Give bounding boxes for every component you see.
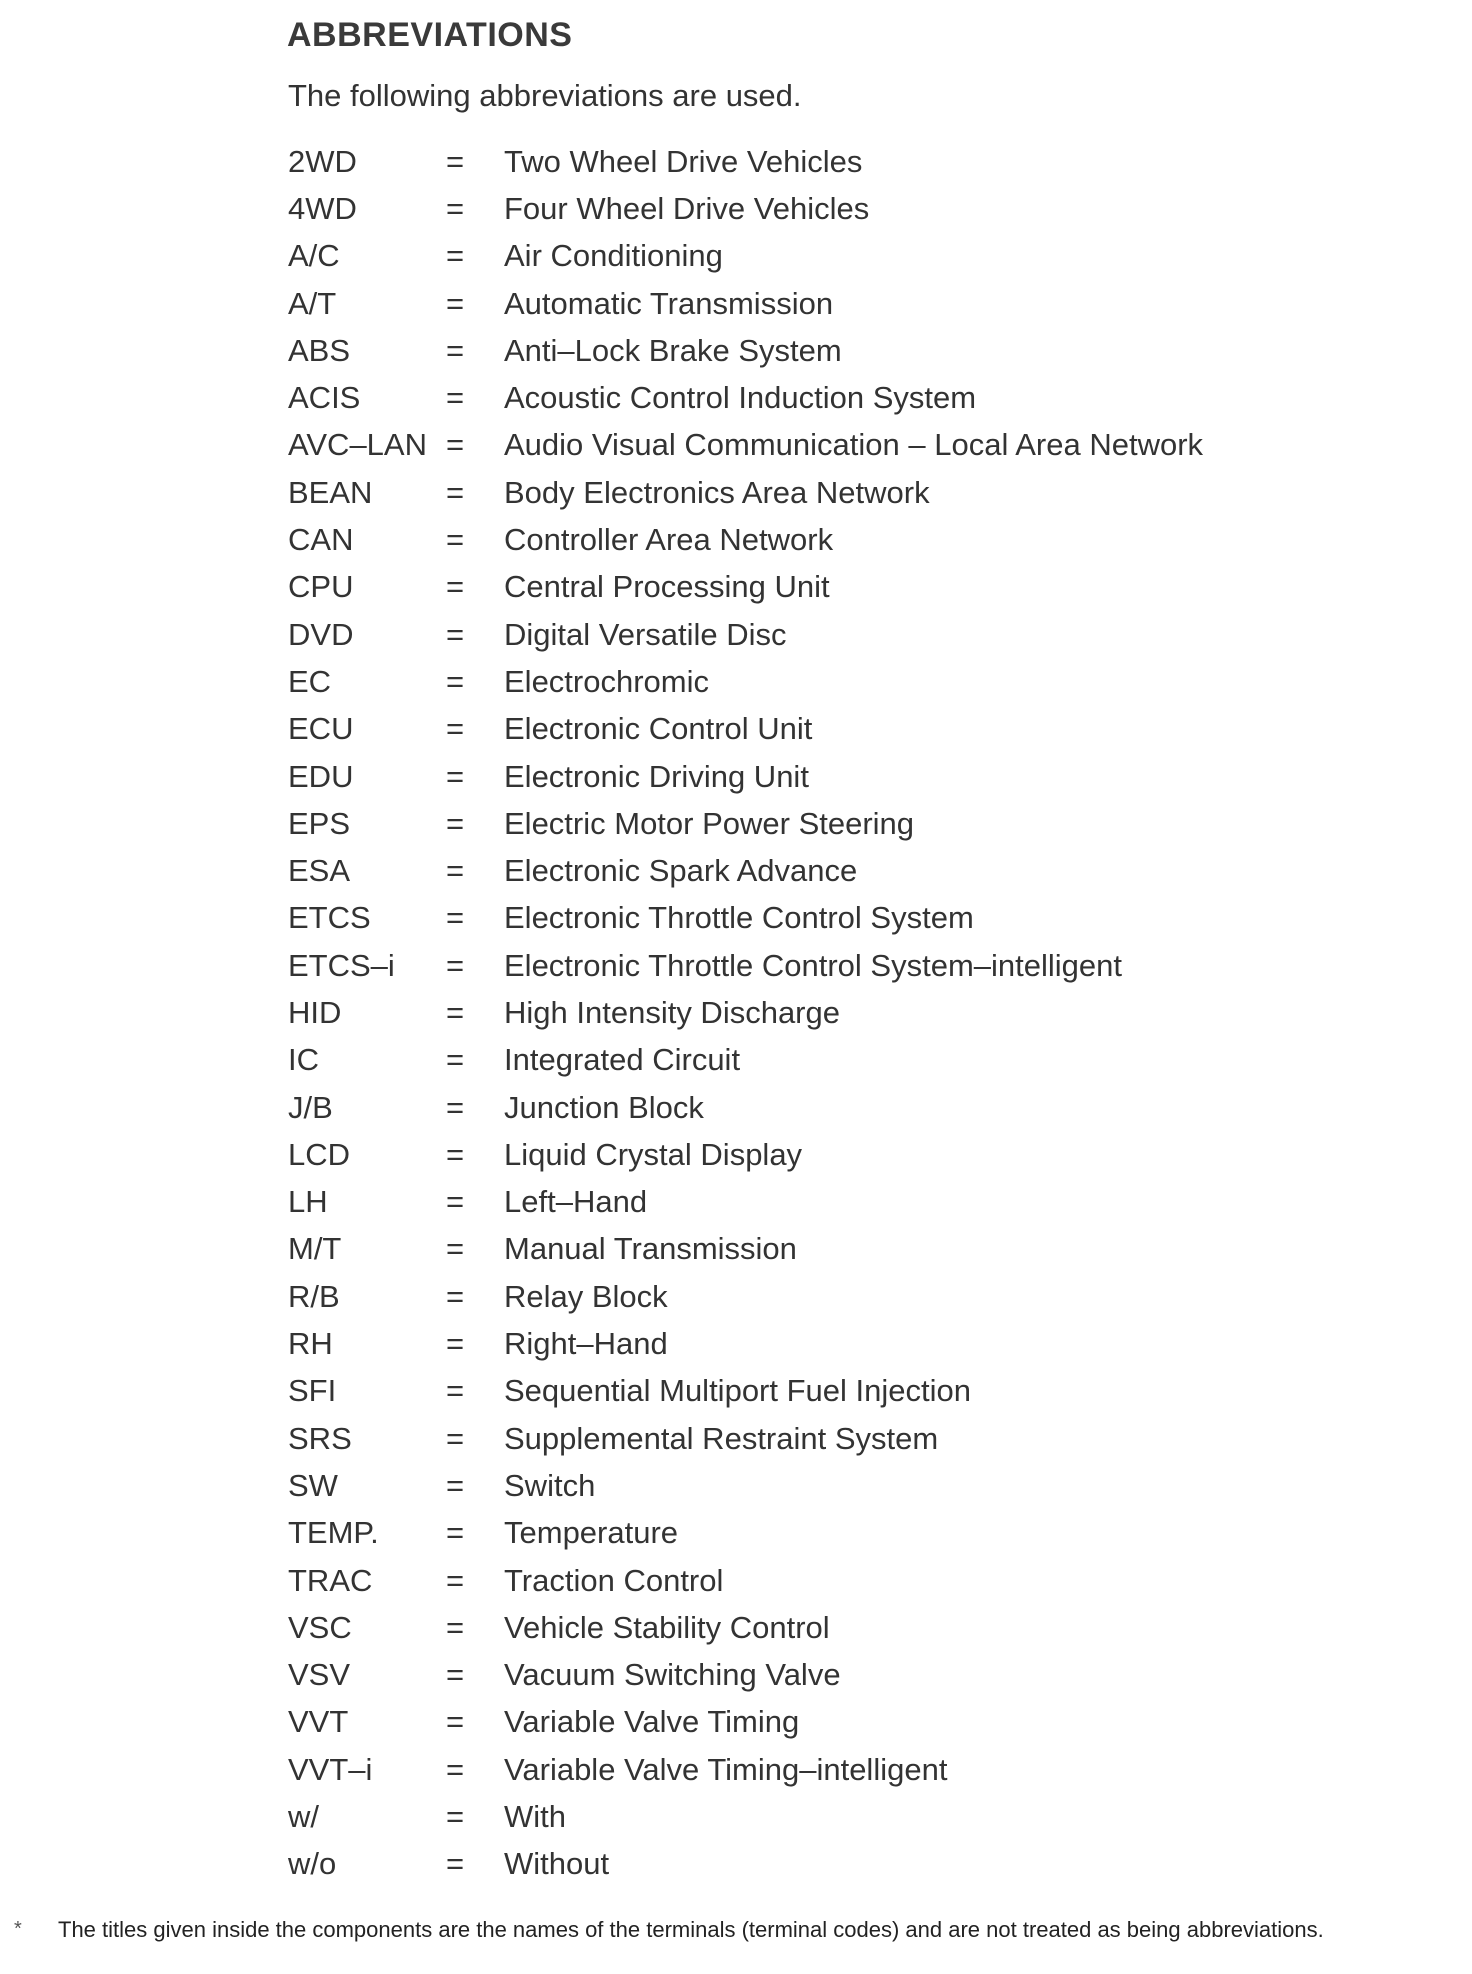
abbreviation-term: DVD [288,616,354,652]
abbreviation-term: AVC–LAN [288,427,427,463]
abbreviation-row [288,847,1203,894]
abbreviation-row [288,469,1203,516]
abbreviation-term: ABS [288,332,351,368]
abbreviation-term: VVT [288,1704,349,1740]
abbreviation-definition: Manual Transmission [504,1231,797,1267]
equals-sign: = [446,616,465,652]
abbreviation-row [288,1841,1203,1888]
abbreviation-term: VSC [288,1609,352,1645]
abbreviation-term: EC [288,663,332,699]
abbreviation-term: RH [288,1326,333,1362]
abbreviation-definition: Body Electronics Area Network [504,474,930,510]
abbreviation-definition: Two Wheel Drive Vehicles [504,143,863,179]
abbreviation-row [288,1699,1203,1746]
abbreviation-term: VSV [288,1657,351,1693]
abbreviation-row [288,1320,1203,1367]
equals-sign: = [446,380,465,416]
abbreviation-definition: Electronic Spark Advance [504,853,858,889]
abbreviation-term: w/ [288,1799,319,1835]
abbreviation-term: 2WD [288,143,357,179]
abbreviation-definition: Temperature [504,1515,679,1551]
equals-sign: = [446,711,465,747]
equals-sign: = [446,1515,465,1551]
abbreviation-definition: Variable Valve Timing–intelligent [504,1751,948,1787]
equals-sign: = [446,1657,465,1693]
abbreviation-term: M/T [288,1231,342,1267]
abbreviation-row [288,1368,1203,1415]
abbreviation-row [288,564,1203,611]
abbreviation-row [288,800,1203,847]
abbreviation-term: SW [288,1467,338,1503]
equals-sign: = [446,1467,465,1503]
abbreviation-definition: Switch [504,1467,596,1503]
equals-sign: = [446,285,465,321]
abbreviation-definition: Anti–Lock Brake System [504,332,842,368]
abbreviation-definition: Automatic Transmission [504,285,834,321]
abbreviation-term: CPU [288,569,354,605]
abbreviation-term: ESA [288,853,351,889]
equals-sign: = [446,1799,465,1835]
abbreviation-definition: Electronic Throttle Control System [504,900,974,936]
abbreviation-row [288,374,1203,421]
abbreviation-row [288,611,1203,658]
abbreviation-term: CAN [288,522,354,558]
abbreviation-row [288,327,1203,374]
abbreviation-term: J/B [288,1089,333,1125]
equals-sign: = [446,1562,465,1598]
abbreviation-row [288,753,1203,800]
abbreviation-definition: Variable Valve Timing [504,1704,800,1740]
abbreviation-definition: Vehicle Stability Control [504,1609,830,1645]
abbreviation-term: SRS [288,1420,352,1456]
abbreviation-row [288,1273,1203,1320]
equals-sign: = [446,1373,465,1409]
abbreviation-row [288,658,1203,705]
equals-sign: = [446,758,465,794]
abbreviation-term: w/o [288,1846,337,1882]
equals-sign: = [446,332,465,368]
equals-sign: = [446,805,465,841]
equals-sign: = [446,994,465,1030]
equals-sign: = [446,1609,465,1645]
abbreviation-term: ETCS–i [288,947,395,983]
equals-sign: = [446,1184,465,1220]
equals-sign: = [446,143,465,179]
equals-sign: = [446,853,465,889]
abbreviation-term: SFI [288,1373,337,1409]
abbreviation-definition: Left–Hand [504,1184,648,1220]
abbreviation-row [288,233,1203,280]
equals-sign: = [446,1420,465,1456]
abbreviation-row [288,1037,1203,1084]
abbreviation-list [288,138,1203,1888]
abbreviation-term: A/C [288,238,340,274]
abbreviation-term: EPS [288,805,351,841]
abbreviation-definition: Electronic Control Unit [504,711,813,747]
abbreviation-definition: Audio Visual Communication – Local Area Network [504,427,1204,463]
equals-sign: = [446,663,465,699]
abbreviation-term: LCD [288,1136,351,1172]
abbreviation-definition: Without [504,1846,610,1882]
abbreviation-term: BEAN [288,474,373,510]
abbreviation-row [288,185,1203,232]
abbreviation-row [288,989,1203,1036]
abbreviation-definition: Central Processing Unit [504,569,830,605]
abbreviation-term: ACIS [288,380,361,416]
abbreviation-term: 4WD [288,190,357,226]
abbreviation-row [288,1226,1203,1273]
abbreviation-definition: Integrated Circuit [504,1042,741,1078]
equals-sign: = [446,474,465,510]
equals-sign: = [446,1704,465,1740]
abbreviation-row [288,706,1203,753]
abbreviation-definition: Right–Hand [504,1326,668,1362]
abbreviation-row [288,1652,1203,1699]
equals-sign: = [446,1089,465,1125]
abbreviation-definition: Vacuum Switching Valve [504,1657,841,1693]
abbreviation-row [288,422,1203,469]
abbreviation-definition: Liquid Crystal Display [504,1136,803,1172]
abbreviation-row [288,942,1203,989]
abbreviation-term: IC [288,1042,319,1078]
abbreviation-definition: Sequential Multiport Fuel Injection [504,1373,971,1409]
abbreviation-definition: Electrochromic [504,663,709,699]
abbreviation-row [288,1604,1203,1651]
abbreviation-term: VVT–i [288,1751,373,1787]
equals-sign: = [446,522,465,558]
equals-sign: = [446,1042,465,1078]
abbreviation-definition: Electronic Throttle Control System–intelligent [504,947,1122,983]
abbreviation-definition: With [504,1799,566,1835]
abbreviation-definition: Acoustic Control Induction System [504,380,977,416]
abbreviation-definition: High Intensity Discharge [504,994,840,1030]
footnote-text: The titles given inside the components are the names of the terminals (terminal codes) and are not treated as being abbreviations. [58,1917,1324,1942]
equals-sign: = [446,427,465,463]
abbreviation-definition: Electronic Driving Unit [504,758,809,794]
equals-sign: = [446,190,465,226]
abbreviation-definition: Four Wheel Drive Vehicles [504,190,870,226]
abbreviation-definition: Digital Versatile Disc [504,616,787,652]
abbreviation-row [288,895,1203,942]
abbreviation-row [288,1746,1203,1793]
abbreviation-row [288,516,1203,563]
equals-sign: = [446,569,465,605]
equals-sign: = [446,947,465,983]
footnote [14,1916,1454,1943]
abbreviation-definition: Air Conditioning [504,238,723,274]
abbreviation-row [288,1462,1203,1509]
abbreviation-term: TEMP. [288,1515,379,1551]
abbreviation-term: TRAC [288,1562,373,1598]
equals-sign: = [446,1846,465,1882]
page-title: ABBREVIATIONS [287,16,573,54]
abbreviation-definition: Electric Motor Power Steering [504,805,915,841]
abbreviation-row [288,1084,1203,1131]
equals-sign: = [446,1231,465,1267]
equals-sign: = [446,238,465,274]
abbreviation-term: LH [288,1184,328,1220]
intro-text: The following abbreviations are used. [288,78,802,113]
abbreviation-row [288,1131,1203,1178]
abbreviation-term: HID [288,994,342,1030]
abbreviation-row [288,1793,1203,1840]
abbreviation-term: R/B [288,1278,340,1314]
abbreviation-row [288,1179,1203,1226]
abbreviation-term: ECU [288,711,354,747]
abbreviation-row [288,1510,1203,1557]
abbreviation-term: A/T [288,285,337,321]
equals-sign: = [446,1278,465,1314]
abbreviation-row [288,1557,1203,1604]
abbreviation-definition: Traction Control [504,1562,724,1598]
abbreviation-definition: Supplemental Restraint System [504,1420,939,1456]
abbreviation-term: ETCS [288,900,371,936]
abbreviation-row [288,1415,1203,1462]
equals-sign: = [446,1751,465,1787]
abbreviation-definition: Controller Area Network [504,522,834,558]
equals-sign: = [446,1326,465,1362]
abbreviation-term: EDU [288,758,354,794]
abbreviation-definition: Relay Block [504,1278,668,1314]
abbreviation-row [288,280,1203,327]
abbreviation-row [288,138,1203,185]
footnote-asterisk-icon: * [14,1918,22,1940]
equals-sign: = [446,1136,465,1172]
equals-sign: = [446,900,465,936]
abbreviation-definition: Junction Block [504,1089,704,1125]
